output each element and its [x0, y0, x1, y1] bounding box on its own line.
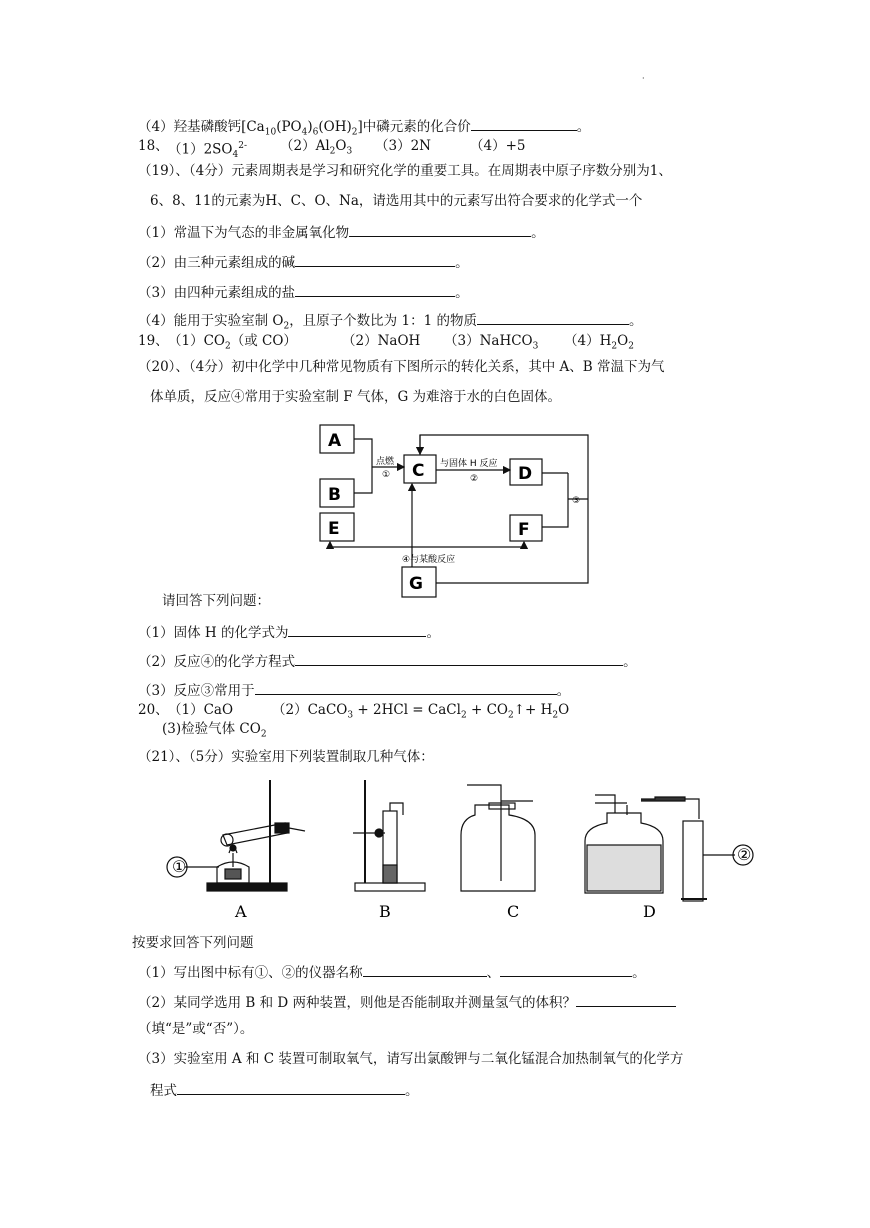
answer-blank[interactable] — [363, 962, 487, 977]
apparatus-c-label: C — [507, 902, 520, 921]
q21-intro: （21）、（5分）实验室用下列装置制取几种气体： — [138, 749, 434, 765]
q21-part1: （1）写出图中标有①、②的仪器名称 、 。 — [138, 962, 646, 982]
answer-blank[interactable] — [295, 282, 455, 297]
header-mark: · — [642, 74, 645, 83]
answer-blank[interactable] — [349, 222, 531, 237]
q19-intro-line2: 6、8、11的元素为H、C、O、Na，请选用其中的元素写出符合要求的化学式一个 — [150, 193, 643, 209]
q21-part3-line2: 程式 。 — [150, 1080, 419, 1100]
apparatus-figure — [155, 775, 760, 925]
label-react-h: 与固体 H 反应 — [440, 459, 498, 469]
answer-blank[interactable] — [295, 651, 623, 666]
answer-19: 19、 $(1)CO_2$（或 CO） （2）NaOH （3）NaHCO$_3$ $(4)H_2O_2$ — [138, 333, 634, 352]
marker-2: ② — [737, 845, 752, 864]
q20-intro-line1: （20）、（4分）初中化学中几种常见物质有下图所示的转化关系，其中 A、B 常温下为气 — [138, 359, 665, 375]
q19-part1: （1）常温下为气态的非金属氧化物 。 — [138, 222, 545, 242]
apparatus-a-label: A — [235, 902, 247, 921]
apparatus-b-label: B — [379, 902, 391, 921]
answer-blank[interactable] — [177, 1080, 405, 1095]
label-num3: ③ — [572, 496, 581, 506]
box-a-label: A — [328, 431, 342, 451]
q21-part3-line1: （3）实验室用 A 和 C 装置可制取氧气，请写出氯酸钾与二氧化锰混合加热制氧气的化学方 — [138, 1051, 684, 1067]
label-num2: ② — [470, 474, 479, 484]
answer-20: 20、 （1）CaO （2）CaCO$_3$ + 2HCl = CaCl$_2$ + $CO_2↑+ H_2O$ — [138, 702, 570, 721]
q17-part4: （4）羟基磷酸钙$[Ca_{10}(PO_4)_6(OH)_2]$中磷元素的化合价 。 — [138, 116, 590, 142]
apparatus-b — [353, 780, 425, 891]
label-ignite: 点燃 — [376, 457, 395, 467]
q21-prompt: 按要求回答下列问题 — [132, 935, 254, 951]
box-c-label: C — [412, 461, 425, 481]
answer-blank[interactable] — [471, 116, 577, 131]
apparatus-a — [167, 780, 305, 891]
q20-part2: （2）反应④的化学方程式 。 — [138, 651, 637, 671]
q19-part2: （2）由三种元素组成的碱 。 — [138, 252, 469, 272]
q20-part1: （1）固体 H 的化学式为 。 — [138, 622, 440, 642]
conversion-flow-diagram — [300, 415, 610, 605]
answer-blank[interactable] — [295, 252, 455, 267]
q19-intro-line1: （19）、（4分）元素周期表是学习和研究化学的重要工具。在周期表中原子序数分别为1、 — [138, 163, 672, 179]
q20-part3: （3）反应③常用于 。 — [138, 680, 570, 700]
answer-blank[interactable] — [255, 680, 557, 695]
answer-blank[interactable] — [477, 310, 629, 325]
box-g-label: G — [409, 574, 423, 594]
apparatus-d-label: D — [643, 902, 656, 921]
label-num1: ① — [382, 470, 391, 480]
q21-part2-note: （填“是”或“否”）。 — [138, 1021, 254, 1037]
box-e-label: E — [328, 519, 340, 539]
q20-intro-line2: 体单质，反应④常用于实验室制 F 气体，G 为难溶于水的白色固体。 — [150, 389, 562, 405]
q21-part2: （2）某同学选用 B 和 D 两种装置，则他是否能制取并测量氢气的体积？ — [138, 992, 676, 1012]
q19-part3: （3）由四种元素组成的盐 。 — [138, 282, 469, 302]
answer-20-part3: (3)检验气体 $CO_2$ — [162, 721, 267, 740]
answer-blank[interactable] — [288, 622, 426, 637]
q19-part4: （4）能用于实验室制 $O_2$，且原子个数比为 1：1 的物质 。 — [138, 310, 642, 336]
answer-blank[interactable] — [576, 992, 676, 1007]
box-b-label: B — [328, 485, 341, 505]
marker-1: ① — [172, 857, 187, 876]
q20-prompt: 请回答下列问题： — [162, 593, 270, 609]
answer-blank[interactable] — [500, 962, 632, 977]
label-acid: ④与某酸反应 — [402, 555, 456, 565]
apparatus-c — [461, 785, 535, 891]
apparatus-d — [585, 795, 753, 901]
answer-18: 18、 $(1)2SO_4^{2-}$ $(2)Al_2O_3$ （3）2N （4）+5 — [138, 138, 526, 161]
box-d-label: D — [518, 464, 533, 484]
box-f-label: F — [518, 520, 530, 540]
